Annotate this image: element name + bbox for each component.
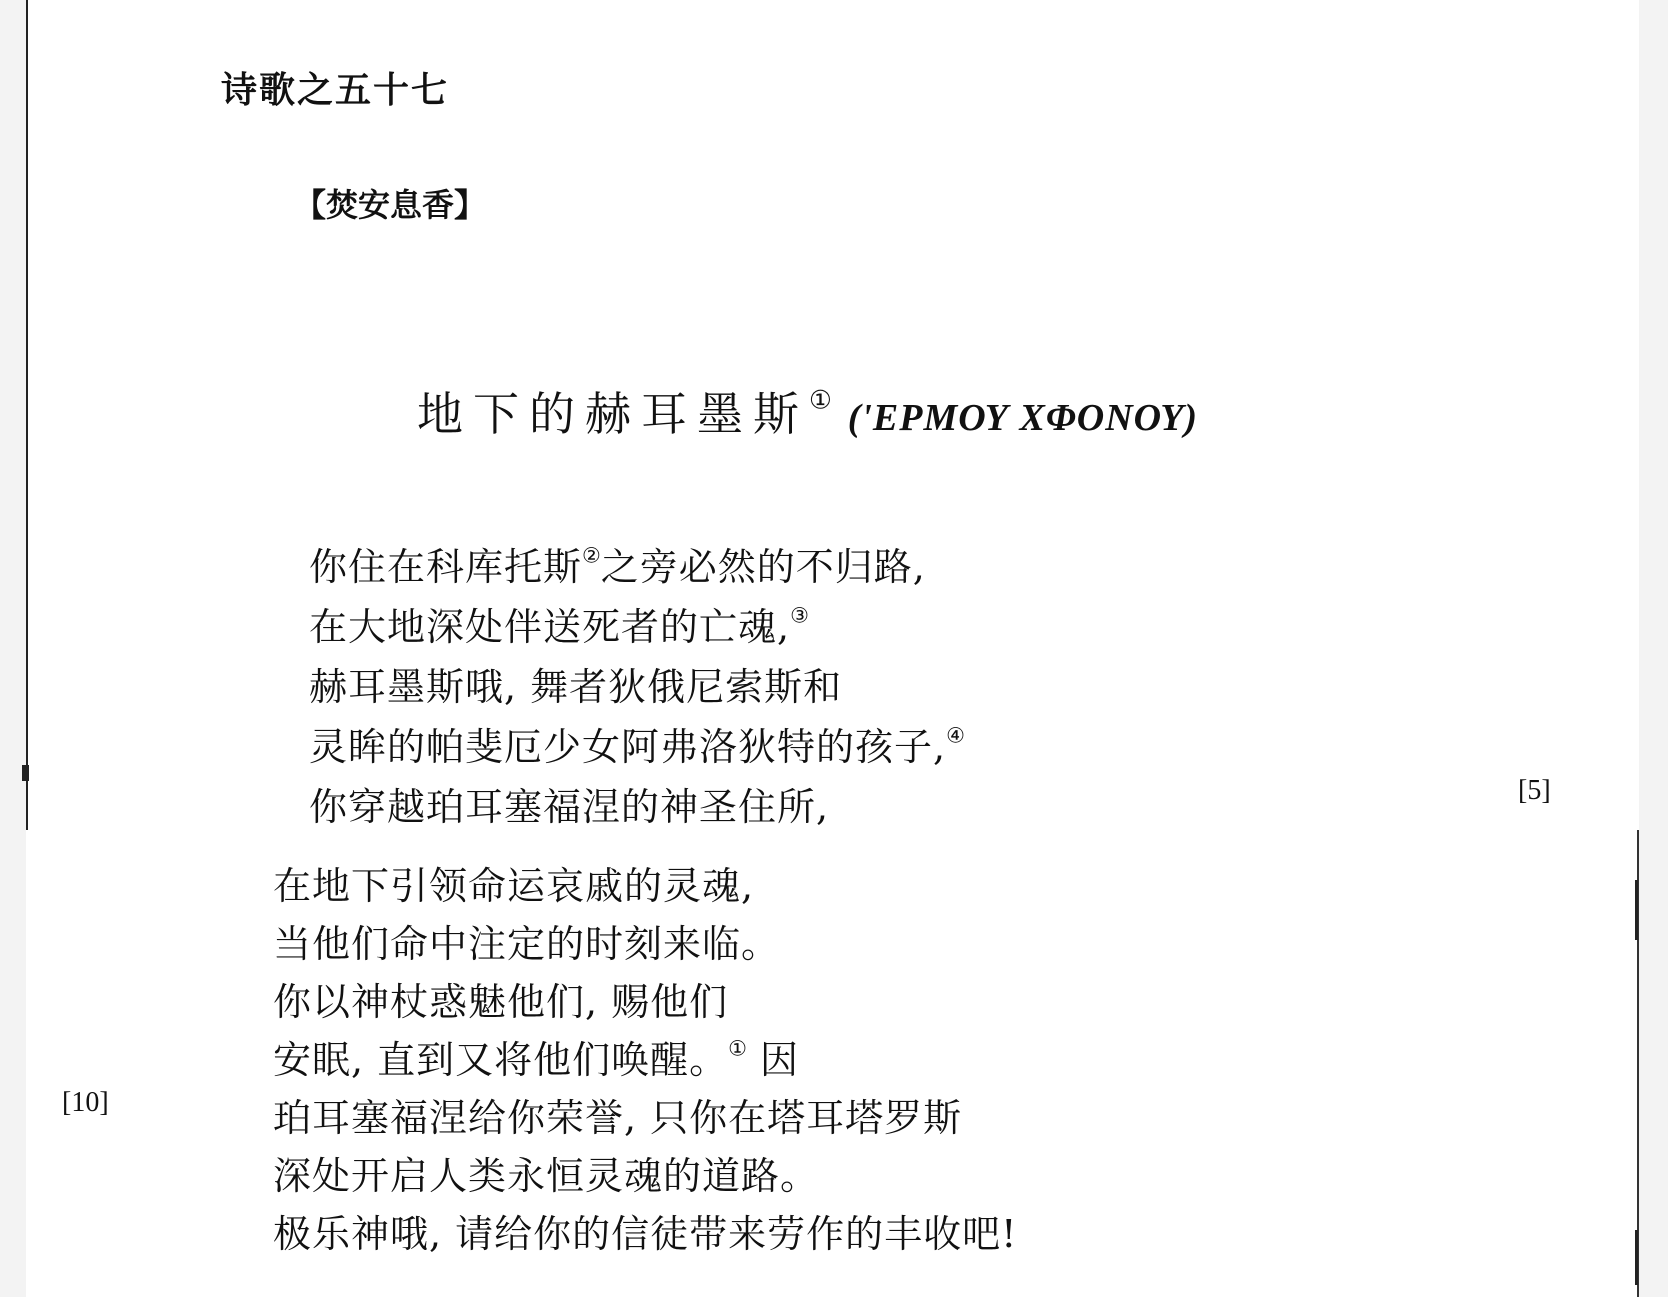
scan-edge-mark — [1635, 880, 1638, 940]
footnote-marker: ① — [728, 1036, 747, 1061]
footnote-marker: ② — [582, 543, 601, 568]
verse-line: 在大地深处伴送死者的亡魂,③ — [309, 603, 809, 649]
verse-line: 你穿越珀耳塞福涅的神圣住所, — [309, 785, 830, 829]
verse-line: 当他们命中注定的时刻来临。 — [273, 922, 781, 966]
title-greek: ('ΕΡΜΟΥ ΧΦΟΝΟΥ) — [847, 397, 1199, 439]
line-number: [5] — [1518, 775, 1551, 806]
verse-line: 赫耳墨斯哦, 舞者狄俄尼索斯和 — [309, 665, 843, 709]
footnote-marker: ④ — [946, 723, 965, 748]
poem-title — [417, 378, 1198, 444]
verse-line: 极乐神哦, 请给你的信徒带来劳作的丰收吧! — [273, 1212, 1018, 1256]
line-number: [10] — [62, 1087, 109, 1118]
margin-mark — [22, 765, 29, 781]
verse-line: 安眠, 直到又将他们唤醒。① 因 — [273, 1036, 799, 1082]
verse-line: 珀耳塞福涅给你荣誉, 只你在塔耳塔罗斯 — [273, 1096, 963, 1140]
scan-edge-mark — [1635, 1230, 1638, 1285]
footnote-marker: ① — [809, 385, 832, 415]
verse-line: 在地下引领命运哀戚的灵魂, — [273, 864, 755, 908]
verse-line: 深处开启人类永恒灵魂的道路。 — [273, 1154, 820, 1198]
chapter-header: 诗歌之五十七 — [221, 69, 450, 111]
verse-line: 灵眸的帕斐厄少女阿弗洛狄特的孩子,④ — [309, 723, 965, 769]
footnote-marker: ③ — [790, 603, 809, 628]
section-label: 【焚安息香】 — [294, 186, 487, 224]
title-chinese: 地下的赫耳墨斯 — [417, 387, 809, 441]
verse-line: 你住在科库托斯②之旁必然的不归路, — [309, 543, 926, 589]
verse-line: 你以神杖惑魅他们, 赐他们 — [273, 980, 729, 1024]
